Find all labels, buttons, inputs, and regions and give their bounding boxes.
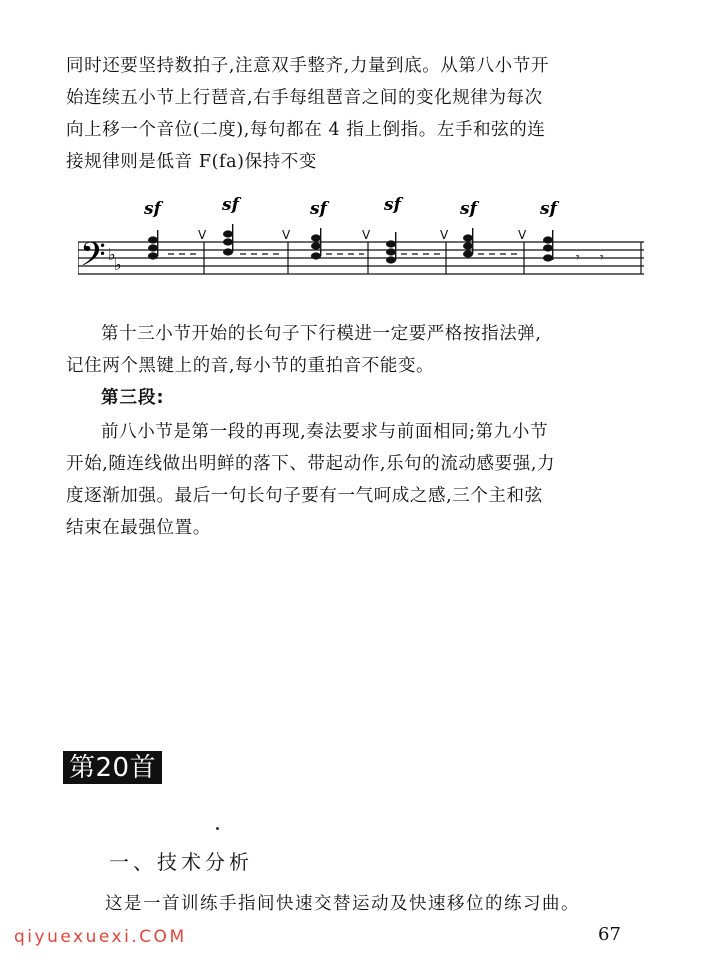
dynamic-marking: sf [310, 199, 327, 219]
text-line: 结束在最强位置。 [66, 518, 211, 538]
piece-number-badge: 第20首 [63, 751, 162, 784]
text-line: 度逐渐加强。最后一句长句子要有一气呵成之感,三个主和弦 [66, 486, 543, 506]
breath-mark: V [198, 228, 207, 242]
dynamic-marking: sf [144, 199, 161, 219]
chord [148, 230, 158, 260]
chord [311, 228, 321, 260]
text-line: 向上移一个音位(二度),每句都在 4 指上倒指。左手和弦的连 [66, 120, 546, 140]
rest-icon: 𝄾 [600, 250, 604, 266]
paragraph-3 [66, 416, 644, 544]
music-staff-excerpt [78, 196, 644, 296]
text-line: 接规律则是低音 F(fa)保持不变 [66, 152, 317, 172]
paragraph-4: 这是一首训练手指间快速交替运动及快速移位的练习曲。 [105, 894, 580, 914]
bass-clef-icon: 𝄢 [80, 236, 106, 282]
breath-mark: V [518, 228, 527, 242]
rest-icon: 𝄾 [576, 250, 580, 266]
page-number: 67 [598, 924, 621, 945]
text-line: 记住两个黑键上的音,每小节的重拍音不能变。 [66, 356, 435, 376]
chord [463, 228, 473, 258]
chord [386, 232, 396, 264]
dynamic-marking: sf [540, 199, 557, 219]
text-line: 第十三小节开始的长句子下行模进一定要严格按指法弹, [101, 324, 542, 344]
paragraph-1 [66, 50, 644, 178]
chord [223, 224, 233, 256]
chord [543, 230, 553, 262]
paragraph-2 [66, 318, 644, 382]
speck [216, 827, 219, 830]
text-line: 同时还要坚持数拍子,注意双手整齐,力量到底。从第八小节开 [66, 56, 549, 76]
flat-icon: ♭ [114, 255, 122, 274]
watermark: qiyuexuexi.COM [14, 927, 187, 947]
dynamic-marking: sf [222, 196, 239, 215]
dynamic-marking: sf [460, 199, 477, 219]
section-heading: 第三段: [101, 388, 165, 408]
dynamic-marking: sf [384, 196, 401, 215]
text-line: 开始,随连线做出明鲜的落下、带起动作,乐句的流动感要强,力 [66, 454, 556, 474]
subheading: 一、技术分析 [109, 850, 253, 874]
text-line: 始连续五小节上行琶音,右手每组琶音之间的变化规律为每次 [66, 88, 543, 108]
breath-mark: V [440, 228, 449, 242]
text-line: 前八小节是第一段的再现,奏法要求与前面相同;第九小节 [101, 422, 549, 442]
breath-mark: V [282, 228, 291, 242]
breath-mark: V [362, 228, 371, 242]
flat-icon: ♭ [108, 245, 116, 264]
